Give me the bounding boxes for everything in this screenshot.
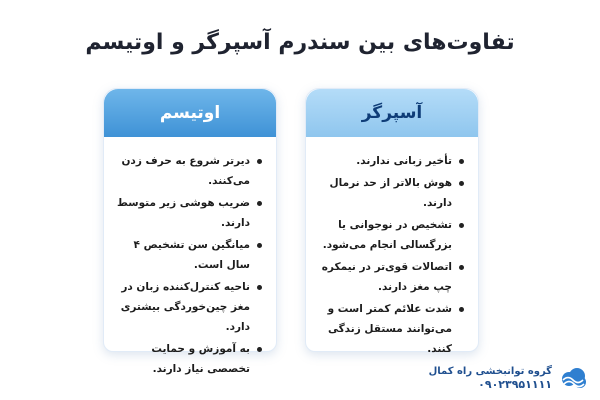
list-item-text: میانگین سن تشخیص ۴ سال است. <box>133 239 250 271</box>
list-item-text: شدت علائم کمتر است و می‌توانند مستقل زندگی کنند. <box>327 303 452 355</box>
list-item <box>314 151 466 171</box>
bullet-icon <box>459 159 464 164</box>
bullet-icon <box>257 243 262 248</box>
bullet-icon <box>257 285 262 290</box>
brand-block <box>429 365 588 392</box>
bullet-icon <box>459 223 464 228</box>
bullet-icon <box>257 159 262 164</box>
bullet-icon <box>257 201 262 206</box>
list-item <box>112 193 264 233</box>
list-item <box>314 215 466 255</box>
list-item-text: تأخیر زبانی ندارند. <box>356 155 452 167</box>
list-item-text: ناحیه کنترل‌کننده زبان در مغز چین‌خوردگی بیشتری دارد. <box>120 281 250 333</box>
list-item-text: دیرتر شروع به حرف زدن می‌کنند. <box>121 155 250 187</box>
list-item-text: به آموزش و حمایت تخصصی نیاز دارند. <box>151 343 250 375</box>
asperger-card-header: آسپرگر <box>306 89 478 137</box>
list-item-text: تشخیص در نوجوانی یا بزرگسالی انجام می‌شود. <box>322 219 452 251</box>
bullet-icon <box>257 347 262 352</box>
asperger-card <box>305 88 479 355</box>
list-item <box>112 277 264 337</box>
list-item <box>314 173 466 213</box>
list-item-text: هوش بالاتر از حد نرمال دارند. <box>329 177 452 209</box>
list-item <box>314 257 466 297</box>
autism-card-header: اوتیسم <box>104 89 276 137</box>
list-item <box>112 151 264 191</box>
list-item <box>112 235 264 275</box>
autism-card <box>103 88 277 375</box>
bullet-icon <box>459 265 464 270</box>
wave-cloud-logo-icon <box>558 366 588 392</box>
page-title: تفاوت‌های بین سندرم آسپرگر و اوتیسم <box>85 30 515 55</box>
autism-list <box>104 137 276 379</box>
list-item-text: ضریب هوشی زیر متوسط دارند. <box>117 197 250 229</box>
asperger-list <box>306 137 478 359</box>
list-item <box>112 339 264 379</box>
bullet-icon <box>459 307 464 312</box>
brand-name: گروه توانبخشی راه کمال <box>428 366 552 377</box>
list-item <box>314 299 466 359</box>
brand-phone: ۰۹۰۲۳۹۵۱۱۱۱ <box>478 378 552 391</box>
list-item-text: اتصالات قوی‌تر در نیمکره چپ مغز دارند. <box>321 261 452 293</box>
brand-text <box>429 365 552 392</box>
bullet-icon <box>459 181 464 186</box>
